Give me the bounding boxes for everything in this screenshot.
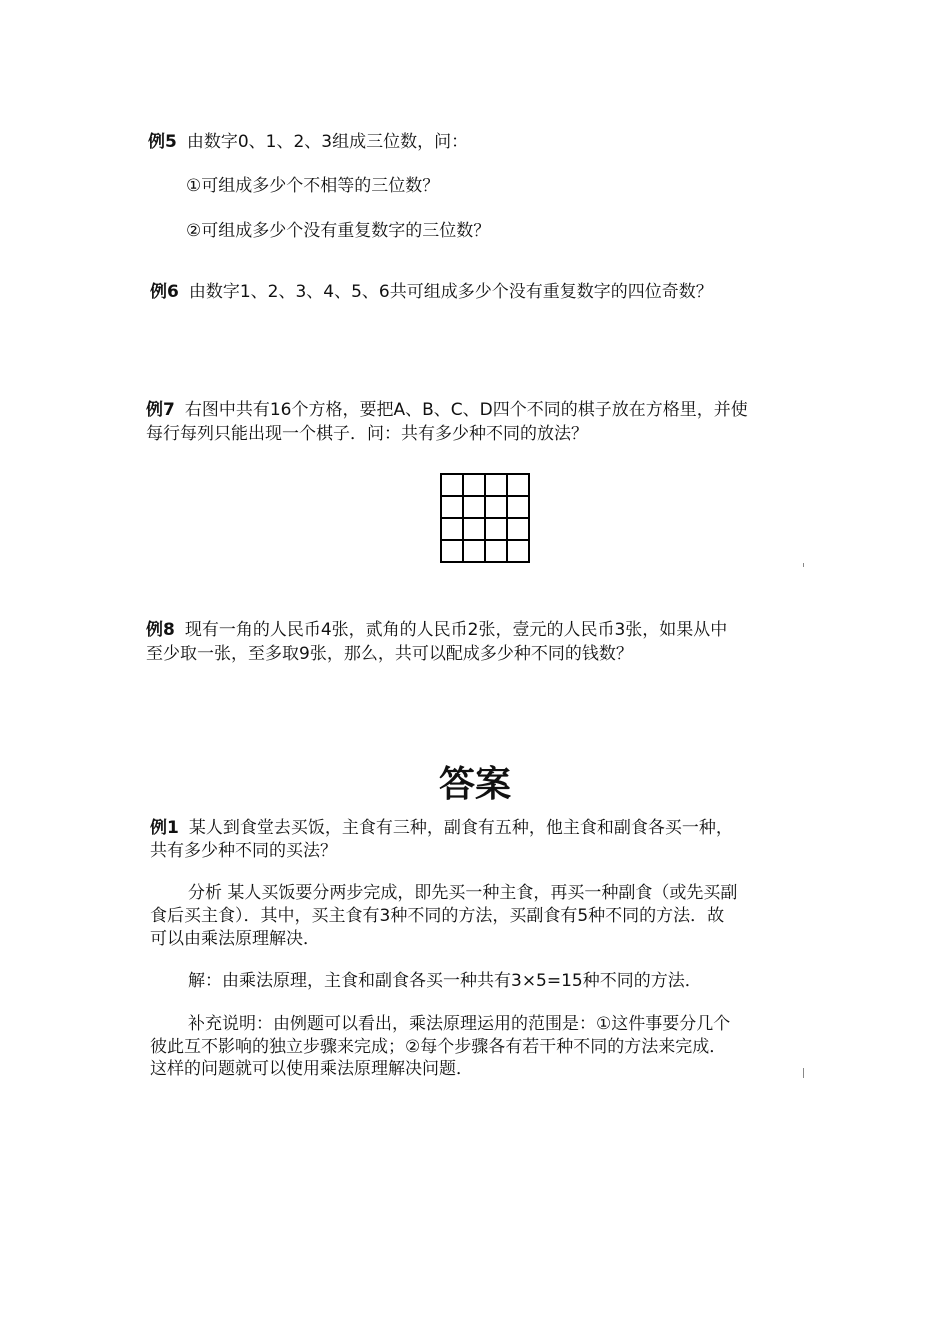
example-8-line-2: 至少取一张，至多取9张，那么，共可以配成多少种不同的钱数？ — [146, 644, 633, 664]
grid-cell — [441, 474, 463, 496]
margin-mark — [803, 563, 804, 567]
answer-example-1-line-2: 共有多少种不同的买法？ — [150, 841, 337, 861]
grid-cell — [485, 518, 507, 540]
grid-cell — [485, 496, 507, 518]
supplement-line-3: 这样的问题就可以使用乘法原理解决问题． — [150, 1059, 473, 1079]
margin-mark — [803, 1068, 804, 1078]
answer-example-1-tag: 例1 — [150, 818, 179, 838]
example-7-line-1 — [146, 399, 748, 421]
analysis-line-2: 食后买主食）．其中，买主食有3种不同的方法，买副食有5种不同的方法．故 — [150, 906, 725, 926]
example-5-tag: 例5 — [148, 132, 177, 152]
grid-cell — [463, 474, 485, 496]
supplement-line-2: 彼此互不影响的独立步骤来完成；②每个步骤各有若干种不同的方法来完成． — [150, 1037, 727, 1057]
grid-cell — [463, 518, 485, 540]
grid-cell — [507, 474, 529, 496]
example-8-line-1 — [146, 619, 727, 641]
example-5-heading — [148, 131, 468, 153]
grid-cell — [463, 540, 485, 562]
example-6-heading — [150, 281, 713, 303]
example-7-line-2: 每行每列只能出现一个棋子．问：共有多少种不同的放法？ — [146, 424, 588, 444]
analysis-line-3: 可以由乘法原理解决． — [150, 929, 320, 949]
grid-cell — [507, 540, 529, 562]
example-6-tag: 例6 — [150, 282, 179, 302]
analysis-line-1: 分析 某人买饭要分两步完成，即先买一种主食，再买一种副食（或先买副 — [188, 883, 738, 903]
chessboard-grid — [440, 473, 530, 563]
grid-cell — [485, 540, 507, 562]
supplement-line-1: 补充说明：由例题可以看出，乘法原理运用的范围是：①这件事要分几个 — [188, 1014, 731, 1034]
answers-title: 答案 — [438, 763, 511, 805]
grid-cell — [441, 496, 463, 518]
answer-example-1-text-1: 某人到食堂去买饭，主食有三种，副食有五种，他主食和副食各买一种， — [188, 818, 733, 838]
answer-example-1-line-1 — [150, 817, 733, 839]
grid-cell — [463, 496, 485, 518]
grid-cell — [441, 540, 463, 562]
solution-text: 解：由乘法原理，主食和副食各买一种共有3×5=15种不同的方法． — [188, 971, 702, 991]
example-5-text: 由数字0、1、2、3组成三位数，问： — [186, 132, 469, 152]
grid-cell — [485, 474, 507, 496]
example-8-text-1: 现有一角的人民币4张，贰角的人民币2张，壹元的人民币3张，如果从中 — [184, 620, 728, 640]
example-5-question-2: ②可组成多少个没有重复数字的三位数？ — [186, 221, 491, 241]
example-6-text: 由数字1、2、3、4、5、6共可组成多少个没有重复数字的四位奇数？ — [188, 282, 713, 302]
grid-cell — [507, 518, 529, 540]
example-7-tag: 例7 — [146, 400, 175, 420]
example-7-text-1: 右图中共有16个方格，要把A、B、C、D四个不同的棋子放在方格里，并使 — [184, 400, 748, 420]
example-8-tag: 例8 — [146, 620, 175, 640]
grid-cell — [441, 518, 463, 540]
example-5-question-1: ①可组成多少个不相等的三位数？ — [186, 176, 440, 196]
grid-cell — [507, 496, 529, 518]
